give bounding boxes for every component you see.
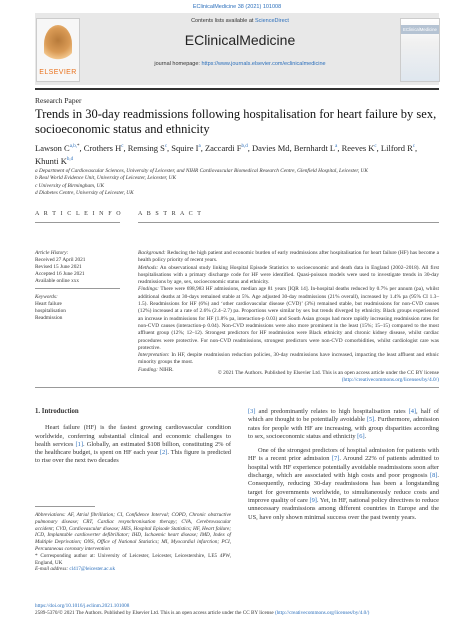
elsevier-wordmark: ELSEVIER: [39, 69, 77, 76]
article-history: [35, 250, 120, 285]
license-link[interactable]: (http://creativecommons.org/licenses/by/4.0/): [341, 377, 439, 384]
license-line: [35, 610, 439, 617]
page-footer: [35, 603, 439, 617]
keywords: [35, 294, 120, 322]
intro-text: One of the strongest predictors of hospital admission for patients with HF is a recent prior admission: [248, 447, 439, 463]
keyword-3: Readmission: [35, 315, 63, 321]
intro-text: . Around 22% of patients admitted to hospital with HF experience potentially avoidable readmissions soon after discharge, which are associated with high costs and poor prognosis: [248, 455, 439, 480]
abstract-interpretation: [138, 352, 439, 367]
right-column: [248, 408, 439, 522]
article-type: Research Paper: [35, 96, 82, 105]
affiliation-d: d Diabetes Centre, University of Leicester, UK: [35, 189, 134, 196]
email-label: E-mail address:: [35, 566, 70, 573]
author-8[interactable]: Reeves $K^c$: [341, 142, 377, 153]
copyright-text: © 2021 The Authors. Published by Elsevier Ltd. This is an open access article under the CC BY license: [217, 370, 439, 376]
intro-paragraph-1: [35, 424, 231, 465]
methods-label: Methods:: [138, 264, 159, 271]
cover-title: EClinicalMedicine: [403, 27, 437, 32]
abstract-copyright: [138, 370, 439, 385]
history-received: Received 27 April 2021: [35, 257, 86, 263]
author-6[interactable]: Davies Md: [252, 142, 290, 153]
intro-text: . Globally, an estimated $108 billion, constituting 2% of the healthcare budget, is spent on HF each year: [35, 440, 231, 457]
journal-reference[interactable]: EClinicalMedicine 38 (2021) 101008: [192, 4, 282, 10]
author-10[interactable]: Khunti K$^{b,d}$: [35, 155, 74, 166]
keyword-1: Heart failure: [35, 301, 62, 307]
citation-4[interactable]: [4]: [408, 408, 417, 415]
history-revised: Revised 15 June 2021: [35, 264, 82, 270]
article-info-rule: [35, 222, 120, 223]
doi-link[interactable]: https://doi.org/10.1016/j.eclinm.2021.101008: [35, 603, 130, 609]
article-title: Trends in 30-day readmissions following hospitalisation for heart failure by sex, socioeconomic status and ethnicity: [35, 107, 437, 136]
intro-paragraph-2: [248, 447, 439, 522]
footnote-rule: [35, 506, 95, 507]
contents-line: [80, 18, 400, 24]
homepage-prefix: journal homepage:: [154, 61, 202, 67]
footer-license-link[interactable]: (http://creativecommons.org/licenses/by/4.0/): [274, 610, 370, 616]
citation-3[interactable]: [3]: [248, 408, 256, 415]
elsevier-logo[interactable]: [36, 18, 80, 82]
abstract-methods: [138, 265, 439, 287]
findings-label: Findings:: [138, 286, 159, 293]
keywords-label: Keywords:: [35, 294, 58, 300]
history-accepted: Accepted 16 June 2021: [35, 271, 85, 277]
background-text: Reducing the high patient and economic burden of early readmissions after hospitalisation for heart failure (HF) has become a health policy priority of recent years.: [138, 250, 439, 264]
abstract-bottom-rule: [35, 387, 439, 388]
intro-text: Heart failure (HF) is the fastest growing cardiovascular condition worldwide, conferring substantial clinical and economic challenges to health services: [35, 424, 231, 448]
sciencedirect-link[interactable]: ScienceDirect: [254, 18, 289, 24]
license-text: 2589-5370/© 2021 The Authors. Published by Elsevier Ltd. This is an open access article under the CC BY license: [35, 610, 275, 616]
affiliation-c: c University of Birmingham, UK: [35, 182, 104, 189]
abstract-heading: A B S T R A C T: [138, 211, 203, 217]
journal-homepage-line: [80, 61, 400, 67]
email-footnote: [35, 566, 231, 573]
author-3[interactable]: Remsing $S^c$: [127, 142, 168, 153]
journal-title: EClinicalMedicine: [184, 32, 296, 48]
intro-text: and predominantly relates to high hospitalisation rates: [255, 408, 409, 415]
footnotes: [35, 512, 231, 573]
keyword-2: hospitalisation: [35, 308, 66, 314]
intro-text: . Furthermore, admission rates for people with HF are increasing, with group disparities according to sex, socioeconomic status and ethnicity: [248, 416, 439, 440]
intro-text: . This figure is predicted to rise over the next two decades: [35, 449, 232, 465]
left-column: [35, 408, 231, 466]
abstract-findings: [138, 286, 439, 352]
citation-9[interactable]: [9]: [309, 496, 317, 504]
history-label: Article History:: [35, 250, 69, 256]
author-1[interactable]: Lawson $C^{a,b,*}$: [35, 142, 80, 153]
intro-text: , half of which are thought to be potentially avoidable: [248, 408, 439, 424]
citation-8[interactable]: [8]: [429, 472, 438, 480]
author-9[interactable]: Lilford $R^c$: [380, 142, 416, 153]
affiliation-a: a Department of Cardiovascular Sciences, University of Leicester, and NIHR Cardiovascular Biomedical Research Centre, Glenfield Hospital, Leicester, UK: [35, 168, 368, 174]
intro-text: . Yet, in HF, national policy directives to reduce unnecessary readmissions among different countries in Europe and the US, have only shown minimal success over the past twenty years.: [248, 496, 439, 521]
background-label: Background:: [138, 250, 166, 256]
elsevier-tree-icon: [44, 25, 72, 63]
citation-2[interactable]: [2]: [159, 449, 168, 457]
keywords-rule: [35, 288, 120, 289]
methods-text: An observational study linking Hospital Episode Statistics to socioeconomic and death data in England (2002–2018). All first hospitalisations with a primary discharge code for HF were identified. Quasi-poisson models were used to investigate trends in 30-day readmissions by age, sex, socioeconomic status and ethnicity.: [138, 264, 440, 286]
affiliations: [35, 168, 439, 197]
abstract-rule: [138, 222, 439, 223]
author-list: Lawson $C^{a,b,*}$, Crothers $H^c$, Remsing $S^c$, Squire $I^a$, Zaccardi F$^{b,d}$, Davies Md, Bernhardt $L^a$, Reeves $K^c$, Lilford $R^c$, Khunti K$^{b,d}$: [35, 142, 418, 166]
citation-7[interactable]: [7]: [331, 455, 340, 463]
citation-1[interactable]: [1]: [75, 440, 83, 448]
masthead-rule: [35, 88, 439, 90]
intro-text: . Consequently, reducing 30-day readmissions has been a longstanding target for governments worldwide, to simultaneously reduce costs and improve quality of care: [248, 472, 439, 504]
abstract-background: [138, 250, 439, 265]
interpretation-label: Interpretation:: [138, 352, 170, 359]
email-link[interactable]: cl417@leicester.ac.uk: [69, 566, 116, 573]
affiliation-b: b Real World Evidence Unit, University of Leicester, Leicester, UK: [35, 175, 177, 182]
contents-prefix: Contents lists available at: [191, 18, 255, 24]
funding-text: NIHR.: [159, 366, 174, 373]
introduction-heading: 1. Introduction: [35, 408, 79, 415]
corresponding-author-footnote: * Corresponding author at: University of Leicester, Leicester, Leicestershire, LE5 4PW, England, UK: [35, 552, 231, 566]
intro-paragraph-1-continued: [248, 408, 439, 441]
abstract-body: [138, 250, 439, 374]
author-2[interactable]: Crothers $H^c$: [83, 142, 124, 153]
history-online: Available online xxx: [35, 278, 80, 284]
citation-5[interactable]: [5]: [366, 416, 375, 424]
author-5[interactable]: Zaccardi F$^{b,d}$: [204, 142, 248, 153]
abbreviations-footnote: Abbreviations: AF, Atrial fibrillation; CI, Confidence Interval; COPD, Chronic obstructive pulmonary disease; CRT, Cardiac resynchronisation therapy; CVA, Cerebrovascular accident; CVD, Cardiovascular disease; HES, Hospital Episode Statistics; HF, Heart failure; ICD, Implantable cardioverter defibrillator; IHD, Ischaemic heart disease; IMD, Index of Multiple Deprivation; ONS, Office of National Statistics; MI, Myocardial infarction; PCI, Percutaneous coronary intervention: [35, 512, 231, 552]
author-4[interactable]: Squire $I^a$: [171, 142, 201, 153]
homepage-link[interactable]: https://www.journals.elsevier.com/eclinicalmedicine: [201, 61, 326, 67]
author-7[interactable]: Bernhardt $L^a$: [293, 142, 338, 153]
interpretation-text: In HF, despite readmission reduction policies, 30-day readmissions have increased, impacting the least affluent and ethnic minority groups the most.: [138, 352, 439, 366]
intro-text: .: [364, 432, 367, 440]
article-info-heading: A R T I C L E I N F O: [35, 211, 123, 217]
journal-cover-thumbnail[interactable]: [400, 18, 440, 82]
findings-text: There were 698,983 HF admissions, median age 81 years [IQR 14]. In-hospital deaths reduced by 0.7% per annum (pa), whilst additional deaths at 30-days remained stable at 5%. Age adjusted 30-day readmissions (21% overall), increased by 1.4% pa (95% CI 1.3–1.5). Readmissions for HF (6%) and ‘other cardiovascular disease (CVD)’ (3%) remained stable, but readmissions for non-CVD causes (12%) increased at a rate of 2.6% (2.4–2.7) pa. Proportions were similar by sex but trends diverged by ethnicity. Black groups experienced an increase in readmissions for HF (1.8% pa, interaction-p 0.03) and South Asian groups had more rapidly increasing readmission rates for non-CVD causes (interaction-p 0.04). Non-CVD readmissions were also more prominent in the least (15%; 15–15) compared to the most affluent group (12%; 12–12). Strongest predictors for HF readmission were Black ethnicity and chronic kidney disease, whilst cardiac procedures were protective. For non-CVD readmissions, strongest predictors were non-CVD comorbidities, whilst cardiologist care was protective.: [138, 286, 439, 351]
citation-6[interactable]: [6]: [357, 432, 365, 440]
funding-label: Funding:: [138, 366, 158, 373]
